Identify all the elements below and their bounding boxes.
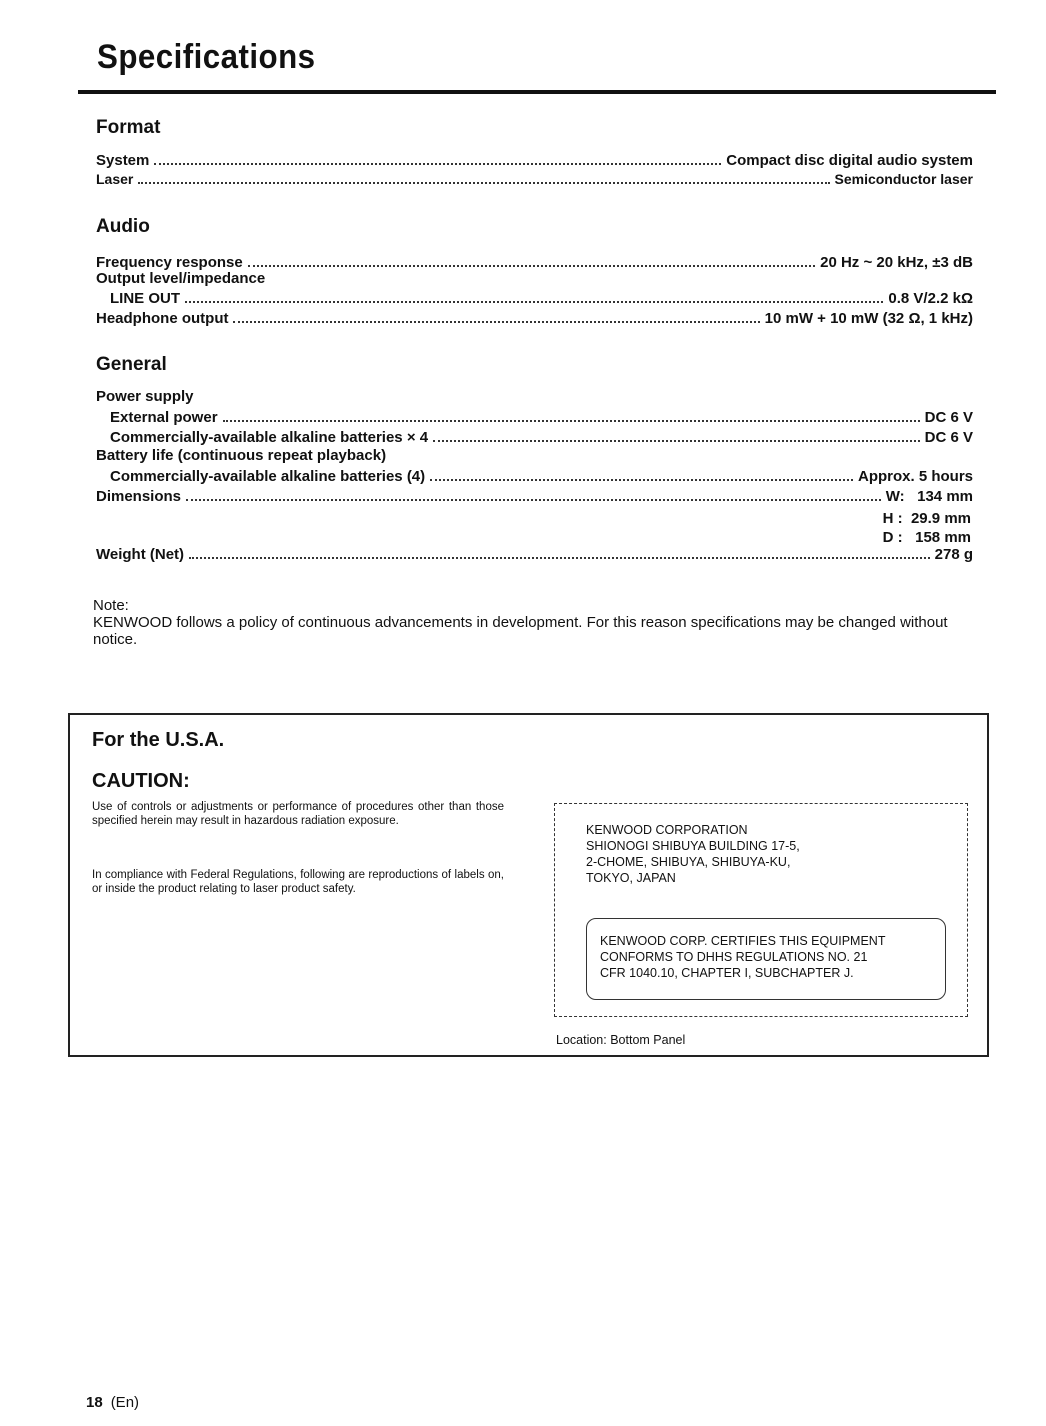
spec-label: Dimensions <box>96 488 182 505</box>
spec-label: Weight (Net) <box>96 546 185 563</box>
output-level-label: Output level/impedance <box>96 270 266 287</box>
spec-row-external-power <box>110 408 973 427</box>
page-number <box>86 1394 139 1411</box>
spec-value: 10 mW + 10 mW (32 Ω, 1 kHz) <box>764 310 973 327</box>
spec-row-weight <box>96 545 973 564</box>
address-line: KENWOOD CORPORATION <box>586 823 748 837</box>
cert-line: KENWOOD CORP. CERTIFIES THIS EQUIPMENT <box>600 934 886 948</box>
label-location: Location: Bottom Panel <box>556 1033 686 1047</box>
spec-label: External power <box>110 409 218 426</box>
manufacturer-address <box>586 822 800 886</box>
leader-dots <box>233 309 759 323</box>
page-title: Specifications <box>97 38 316 76</box>
caution-heading: CAUTION: <box>92 770 190 792</box>
spec-label: Laser <box>96 171 134 187</box>
leader-dots <box>248 253 815 267</box>
audio-heading: Audio <box>96 216 150 237</box>
spec-value: 20 Hz ~ 20 kHz, ±3 dB <box>820 254 973 271</box>
address-line: TOKYO, JAPAN <box>586 871 676 885</box>
title-rule <box>78 90 996 94</box>
format-heading: Format <box>96 117 161 138</box>
leader-dots <box>186 487 881 501</box>
spec-value: 278 g <box>934 546 973 563</box>
usa-heading: For the U.S.A. <box>92 729 225 751</box>
page-number-value: 18 <box>86 1394 103 1411</box>
spec-label: Frequency response <box>96 254 243 271</box>
spec-row-lineout <box>110 289 973 308</box>
compliance-text: In compliance with Federal Regulations, following are reproductions of labels on, or inside the product relating to laser product safety. <box>92 869 504 895</box>
spec-value: DC 6 V <box>924 409 973 426</box>
note-text: KENWOOD follows a policy of continuous advancements in development. For this reason specifications may be changed without notice. <box>93 614 948 648</box>
spec-value: Approx. 5 hours <box>857 468 973 485</box>
power-supply-label: Power supply <box>96 388 194 405</box>
leader-dots <box>433 428 920 442</box>
leader-dots <box>223 408 920 422</box>
leader-dots <box>154 151 721 165</box>
spec-value: 0.8 V/2.2 kΩ <box>888 290 973 307</box>
spec-row-headphone <box>96 309 973 328</box>
spec-row-system <box>96 151 973 170</box>
page-language: (En) <box>110 1394 140 1411</box>
spec-label: Commercially-available alkaline batteries (4) <box>110 468 426 485</box>
spec-value: DC 6 V <box>924 429 973 446</box>
spec-row-battery-life <box>110 467 973 486</box>
cert-line: CFR 1040.10, CHAPTER I, SUBCHAPTER J. <box>600 966 854 980</box>
spec-label: LINE OUT <box>110 290 180 307</box>
general-heading: General <box>96 354 167 375</box>
address-line: 2-CHOME, SHIBUYA, SHIBUYA-KU, <box>586 855 791 869</box>
spec-label: Headphone output <box>96 310 229 327</box>
spec-value: Semiconductor laser <box>834 171 973 187</box>
certification-text <box>600 933 885 981</box>
leader-dots <box>430 467 853 481</box>
note-block <box>93 597 983 648</box>
battery-life-label: Battery life (continuous repeat playback) <box>96 447 387 464</box>
spec-row-dimensions <box>96 487 973 506</box>
leader-dots <box>185 289 883 303</box>
caution-text: Use of controls or adjustments or performance of procedures other than those specified herein may result in hazardous radiation exposure. <box>92 801 504 827</box>
dimension-height: H : 29.9 mm <box>882 510 971 527</box>
leader-dots <box>189 545 930 559</box>
spec-row-laser <box>96 170 973 188</box>
spec-value-width: W: 134 mm <box>885 488 973 505</box>
spec-value: Compact disc digital audio system <box>726 152 973 169</box>
dimension-depth: D : 158 mm <box>882 529 971 546</box>
note-label: Note: <box>93 597 129 614</box>
address-line: SHIONOGI SHIBUYA BUILDING 17-5, <box>586 839 800 853</box>
spec-label: Commercially-available alkaline batteries × 4 <box>110 429 429 446</box>
leader-dots <box>138 170 829 184</box>
spec-row-batteries <box>110 428 973 447</box>
cert-line: CONFORMS TO DHHS REGULATIONS NO. 21 <box>600 950 868 964</box>
spec-label: System <box>96 152 150 169</box>
